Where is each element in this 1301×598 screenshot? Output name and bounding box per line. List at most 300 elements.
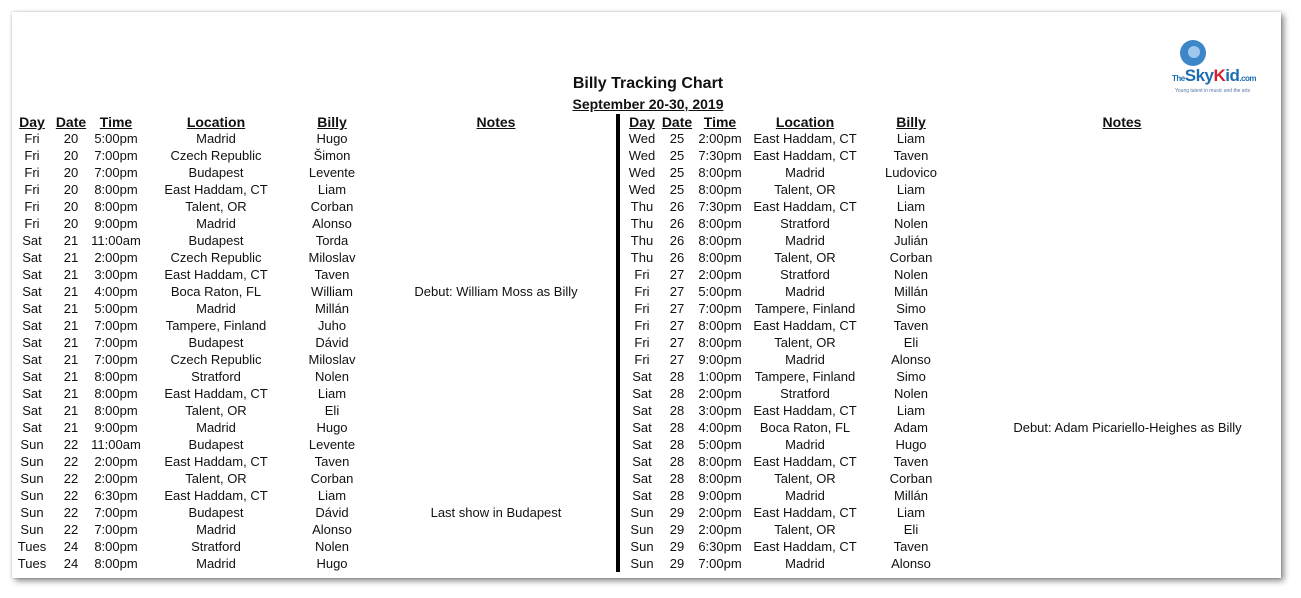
table-row xyxy=(0,368,615,385)
table-row xyxy=(620,436,1280,453)
cell-date: 20 xyxy=(63,182,79,197)
cell-day: Thu xyxy=(630,250,654,265)
cell-date: 27 xyxy=(669,267,685,282)
cell-location: East Haddam, CT xyxy=(753,199,857,214)
cell-time: 9:00pm xyxy=(94,420,138,435)
cell-date: 27 xyxy=(669,335,685,350)
cell-time: 7:00pm xyxy=(698,556,742,571)
cell-billy: Corban xyxy=(310,199,354,214)
cell-day: Sat xyxy=(632,403,652,418)
cell-location: Budapest xyxy=(188,233,244,248)
cell-location: Madrid xyxy=(196,420,236,435)
cell-location: Boca Raton, FL xyxy=(170,284,262,299)
cell-location: Budapest xyxy=(188,335,244,350)
logo-tagline: Young talent in music and the arts xyxy=(1175,88,1251,94)
cell-day: Sat xyxy=(22,403,42,418)
cell-date: 27 xyxy=(669,301,685,316)
cell-time: 8:00pm xyxy=(94,386,138,401)
cell-date: 27 xyxy=(669,352,685,367)
table-row xyxy=(620,147,1280,164)
cell-time: 8:00pm xyxy=(698,471,742,486)
cell-date: 29 xyxy=(669,556,685,571)
cell-time: 8:00pm xyxy=(94,182,138,197)
table-row xyxy=(0,215,615,232)
cell-date: 29 xyxy=(669,539,685,554)
cell-day: Fri xyxy=(634,318,650,333)
cell-billy: Šimon xyxy=(313,148,351,163)
table-row xyxy=(0,164,615,181)
cell-day: Sat xyxy=(632,471,652,486)
cell-day: Tues xyxy=(17,539,47,554)
cell-date: 28 xyxy=(669,369,685,384)
table-row xyxy=(620,283,1280,300)
table-row xyxy=(620,521,1280,538)
cell-time: 4:00pm xyxy=(94,284,138,299)
cell-time: 2:00pm xyxy=(698,505,742,520)
cell-location: Stratford xyxy=(780,386,830,401)
cell-time: 7:30pm xyxy=(698,148,742,163)
cell-billy: Corban xyxy=(889,250,933,265)
cell-billy: Dávid xyxy=(315,505,349,520)
table-row xyxy=(620,453,1280,470)
table-row xyxy=(0,521,615,538)
cell-day: Fri xyxy=(24,216,40,231)
cell-date: 21 xyxy=(63,335,79,350)
cell-time: 8:00pm xyxy=(94,556,138,571)
cell-day: Sat xyxy=(632,386,652,401)
cell-time: 2:00pm xyxy=(698,131,742,146)
cell-date: 26 xyxy=(669,233,685,248)
cell-location: Madrid xyxy=(785,556,825,571)
table-row xyxy=(620,164,1280,181)
cell-day: Sat xyxy=(632,488,652,503)
cell-date: 26 xyxy=(669,199,685,214)
cell-billy: Millán xyxy=(894,488,928,503)
cell-billy: Juho xyxy=(317,318,347,333)
cell-billy: Dávid xyxy=(315,335,349,350)
cell-time: 7:00pm xyxy=(94,335,138,350)
cell-time: 1:00pm xyxy=(698,369,742,384)
cell-date: 28 xyxy=(669,454,685,469)
cell-date: 28 xyxy=(669,488,685,503)
cell-billy: Simo xyxy=(896,369,926,384)
cell-date: 28 xyxy=(669,471,685,486)
header-location-right: Location xyxy=(775,114,835,130)
table-row xyxy=(620,538,1280,555)
logo-figure-icon xyxy=(1188,46,1200,58)
table-row xyxy=(0,402,615,419)
cell-date: 21 xyxy=(63,233,79,248)
cell-day: Sat xyxy=(632,369,652,384)
cell-location: East Haddam, CT xyxy=(753,131,857,146)
cell-billy: Miloslav xyxy=(308,250,356,265)
cell-billy: Taven xyxy=(893,539,929,554)
cell-date: 21 xyxy=(63,267,79,282)
cell-day: Sat xyxy=(22,267,42,282)
cell-billy: Hugo xyxy=(895,437,927,452)
cell-location: Budapest xyxy=(188,505,244,520)
table-row xyxy=(0,283,615,300)
table-row xyxy=(0,419,615,436)
cell-date: 22 xyxy=(63,488,79,503)
cell-billy: Liam xyxy=(896,182,926,197)
cell-date: 25 xyxy=(669,182,685,197)
cell-billy: Taven xyxy=(314,267,350,282)
cell-day: Sun xyxy=(20,505,44,520)
cell-day: Fri xyxy=(634,335,650,350)
cell-billy: Hugo xyxy=(316,420,348,435)
header-notes-right: Notes xyxy=(1102,114,1142,130)
table-row xyxy=(0,487,615,504)
header-time-left: Time xyxy=(99,114,133,130)
cell-billy: Taven xyxy=(893,454,929,469)
cell-time: 8:00pm xyxy=(698,233,742,248)
cell-billy: Adam xyxy=(894,420,928,435)
cell-location: Czech Republic xyxy=(170,250,262,265)
cell-location: Madrid xyxy=(785,488,825,503)
cell-location: Madrid xyxy=(785,437,825,452)
cell-billy: Taven xyxy=(893,148,929,163)
cell-billy: Nolen xyxy=(315,369,349,384)
cell-time: 8:00pm xyxy=(698,250,742,265)
cell-location: Madrid xyxy=(785,352,825,367)
cell-day: Sat xyxy=(22,386,42,401)
cell-location: Tampere, Finland xyxy=(754,369,856,384)
cell-day: Sat xyxy=(22,318,42,333)
cell-billy: Levente xyxy=(308,437,356,452)
cell-date: 21 xyxy=(63,403,79,418)
table-row xyxy=(0,130,615,147)
cell-day: Fri xyxy=(634,267,650,282)
cell-billy: Corban xyxy=(310,471,354,486)
cell-billy: Liam xyxy=(317,182,347,197)
cell-day: Thu xyxy=(630,199,654,214)
cell-billy: Liam xyxy=(317,386,347,401)
cell-day: Sun xyxy=(630,505,654,520)
cell-date: 28 xyxy=(669,420,685,435)
table-row xyxy=(0,555,615,572)
cell-date: 20 xyxy=(63,148,79,163)
table-row xyxy=(620,232,1280,249)
table-row xyxy=(0,470,615,487)
cell-location: East Haddam, CT xyxy=(753,148,857,163)
cell-date: 27 xyxy=(669,284,685,299)
cell-note: Debut: William Moss as Billy xyxy=(414,284,578,299)
cell-location: Talent, OR xyxy=(774,335,836,350)
table-row xyxy=(620,334,1280,351)
header-date-right: Date xyxy=(661,114,693,130)
cell-day: Sat xyxy=(22,250,42,265)
table-row xyxy=(0,351,615,368)
cell-date: 24 xyxy=(63,556,79,571)
cell-billy: Ludovico xyxy=(884,165,938,180)
table-row xyxy=(0,181,615,198)
table-row xyxy=(0,504,615,521)
cell-date: 24 xyxy=(63,539,79,554)
left-schedule xyxy=(0,130,615,572)
table-row xyxy=(620,487,1280,504)
cell-time: 2:00pm xyxy=(94,454,138,469)
cell-date: 25 xyxy=(669,148,685,163)
cell-time: 6:30pm xyxy=(698,539,742,554)
cell-location: Madrid xyxy=(196,216,236,231)
cell-date: 28 xyxy=(669,437,685,452)
cell-time: 2:00pm xyxy=(94,471,138,486)
cell-day: Fri xyxy=(24,182,40,197)
table-row xyxy=(0,300,615,317)
cell-date: 22 xyxy=(63,454,79,469)
skykid-logo xyxy=(1166,38,1272,100)
cell-day: Fri xyxy=(24,199,40,214)
cell-location: East Haddam, CT xyxy=(753,403,857,418)
cell-location: Madrid xyxy=(785,233,825,248)
cell-date: 29 xyxy=(669,522,685,537)
cell-note: Debut: Adam Picariello-Heighes as Billy xyxy=(1013,420,1242,435)
cell-location: Tampere, Finland xyxy=(754,301,856,316)
cell-day: Fri xyxy=(24,165,40,180)
cell-location: East Haddam, CT xyxy=(753,318,857,333)
cell-location: Talent, OR xyxy=(185,471,247,486)
cell-billy: Taven xyxy=(893,318,929,333)
cell-date: 28 xyxy=(669,403,685,418)
cell-date: 21 xyxy=(63,250,79,265)
cell-time: 4:00pm xyxy=(698,420,742,435)
cell-location: Budapest xyxy=(188,437,244,452)
cell-location: Talent, OR xyxy=(774,522,836,537)
cell-time: 2:00pm xyxy=(698,522,742,537)
cell-date: 21 xyxy=(63,420,79,435)
cell-time: 2:00pm xyxy=(698,386,742,401)
table-row xyxy=(620,385,1280,402)
table-row xyxy=(620,470,1280,487)
header-day-right: Day xyxy=(629,114,655,130)
cell-location: Stratford xyxy=(191,539,241,554)
cell-time: 7:00pm xyxy=(94,522,138,537)
cell-billy: Miloslav xyxy=(308,352,356,367)
cell-billy: Liam xyxy=(896,131,926,146)
cell-date: 26 xyxy=(669,250,685,265)
cell-time: 5:00pm xyxy=(94,131,138,146)
cell-location: Stratford xyxy=(780,267,830,282)
cell-billy: Hugo xyxy=(316,556,348,571)
cell-billy: Alonso xyxy=(312,522,352,537)
cell-date: 22 xyxy=(63,437,79,452)
table-row xyxy=(620,402,1280,419)
cell-date: 21 xyxy=(63,318,79,333)
table-row xyxy=(0,249,615,266)
cell-location: Czech Republic xyxy=(170,148,262,163)
cell-billy: Nolen xyxy=(894,267,928,282)
cell-location: Talent, OR xyxy=(774,250,836,265)
table-row xyxy=(0,453,615,470)
chart-title: Billy Tracking Chart xyxy=(572,75,724,92)
cell-time: 8:00pm xyxy=(94,369,138,384)
cell-day: Fri xyxy=(634,352,650,367)
cell-date: 21 xyxy=(63,386,79,401)
cell-date: 22 xyxy=(63,522,79,537)
cell-billy: Nolen xyxy=(894,386,928,401)
cell-time: 7:00pm xyxy=(94,318,138,333)
cell-day: Sun xyxy=(630,539,654,554)
cell-location: Boca Raton, FL xyxy=(759,420,851,435)
cell-date: 21 xyxy=(63,369,79,384)
cell-day: Wed xyxy=(628,182,656,197)
cell-time: 7:00pm xyxy=(94,165,138,180)
cell-time: 11:00am xyxy=(91,233,141,248)
table-row xyxy=(620,300,1280,317)
cell-day: Wed xyxy=(628,165,656,180)
cell-location: East Haddam, CT xyxy=(753,539,857,554)
table-row xyxy=(0,198,615,215)
cell-date: 20 xyxy=(63,199,79,214)
cell-day: Sun xyxy=(20,454,44,469)
cell-billy: Eli xyxy=(903,522,919,537)
cell-date: 26 xyxy=(669,216,685,231)
table-row xyxy=(620,249,1280,266)
cell-location: Talent, OR xyxy=(185,403,247,418)
table-row xyxy=(620,504,1280,521)
table-row xyxy=(0,232,615,249)
cell-location: East Haddam, CT xyxy=(164,267,268,282)
table-row xyxy=(620,351,1280,368)
cell-day: Thu xyxy=(630,216,654,231)
cell-billy: Millán xyxy=(315,301,349,316)
table-row xyxy=(0,538,615,555)
cell-time: 8:00pm xyxy=(698,216,742,231)
cell-location: East Haddam, CT xyxy=(164,488,268,503)
cell-billy: Liam xyxy=(896,505,926,520)
cell-date: 27 xyxy=(669,318,685,333)
table-row xyxy=(620,368,1280,385)
header-billy-left: Billy xyxy=(317,114,347,130)
cell-location: Madrid xyxy=(196,556,236,571)
table-row xyxy=(0,147,615,164)
cell-day: Sat xyxy=(22,233,42,248)
cell-date: 22 xyxy=(63,505,79,520)
cell-date: 25 xyxy=(669,165,685,180)
header-day-left: Day xyxy=(19,114,45,130)
cell-day: Sat xyxy=(22,301,42,316)
cell-billy: Liam xyxy=(317,488,347,503)
cell-day: Sat xyxy=(632,437,652,452)
table-row xyxy=(620,555,1280,572)
cell-location: East Haddam, CT xyxy=(164,386,268,401)
cell-day: Sat xyxy=(22,352,42,367)
cell-time: 6:30pm xyxy=(94,488,138,503)
cell-time: 8:00pm xyxy=(698,335,742,350)
cell-billy: Levente xyxy=(308,165,356,180)
cell-date: 21 xyxy=(63,352,79,367)
cell-date: 25 xyxy=(669,131,685,146)
cell-date: 21 xyxy=(63,301,79,316)
cell-time: 8:00pm xyxy=(698,318,742,333)
cell-billy: Hugo xyxy=(316,131,348,146)
cell-billy: Alonso xyxy=(312,216,352,231)
cell-note: Last show in Budapest xyxy=(430,505,562,520)
cell-location: Talent, OR xyxy=(774,182,836,197)
cell-date: 21 xyxy=(63,284,79,299)
cell-date: 20 xyxy=(63,165,79,180)
table-row xyxy=(0,266,615,283)
cell-time: 11:00am xyxy=(91,437,141,452)
cell-location: Tampere, Finland xyxy=(165,318,267,333)
cell-day: Fri xyxy=(634,301,650,316)
table-row xyxy=(0,385,615,402)
table-row xyxy=(0,334,615,351)
cell-day: Sat xyxy=(22,284,42,299)
header-notes-left: Notes xyxy=(476,114,516,130)
table-row xyxy=(620,130,1280,147)
cell-day: Fri xyxy=(24,148,40,163)
cell-day: Wed xyxy=(628,148,656,163)
cell-billy: Julián xyxy=(894,233,928,248)
cell-time: 8:00pm xyxy=(94,539,138,554)
right-schedule xyxy=(620,130,1280,572)
table-row xyxy=(620,198,1280,215)
header-billy-right: Billy xyxy=(896,114,926,130)
cell-billy: Eli xyxy=(903,335,919,350)
cell-time: 7:00pm xyxy=(94,148,138,163)
cell-day: Thu xyxy=(630,233,654,248)
cell-time: 7:00pm xyxy=(698,301,742,316)
cell-time: 2:00pm xyxy=(94,250,138,265)
cell-billy: Liam xyxy=(896,199,926,214)
cell-billy: Nolen xyxy=(315,539,349,554)
cell-time: 8:00pm xyxy=(94,403,138,418)
cell-location: Madrid xyxy=(785,284,825,299)
cell-location: Madrid xyxy=(196,301,236,316)
cell-date: 28 xyxy=(669,386,685,401)
logo-wordmark: TheSkyKid.com xyxy=(1172,66,1257,85)
chart-subtitle: September 20-30, 2019 xyxy=(572,96,724,112)
cell-location: East Haddam, CT xyxy=(753,505,857,520)
table-row xyxy=(620,266,1280,283)
cell-time: 2:00pm xyxy=(698,267,742,282)
table-row xyxy=(0,436,615,453)
cell-time: 7:00pm xyxy=(94,505,138,520)
cell-time: 8:00pm xyxy=(698,454,742,469)
cell-day: Fri xyxy=(634,284,650,299)
cell-day: Wed xyxy=(628,131,656,146)
cell-day: Sat xyxy=(632,454,652,469)
cell-billy: Alonso xyxy=(891,352,931,367)
header-date-left: Date xyxy=(55,114,87,130)
cell-billy: Millán xyxy=(894,284,928,299)
cell-day: Sun xyxy=(20,488,44,503)
cell-day: Tues xyxy=(17,556,47,571)
table-row xyxy=(620,181,1280,198)
cell-billy: Alonso xyxy=(891,556,931,571)
cell-billy: Corban xyxy=(889,471,933,486)
cell-billy: Simo xyxy=(896,301,926,316)
cell-location: Stratford xyxy=(191,369,241,384)
cell-billy: Taven xyxy=(314,454,350,469)
cell-time: 8:00pm xyxy=(698,165,742,180)
cell-location: Madrid xyxy=(785,165,825,180)
cell-day: Sat xyxy=(22,369,42,384)
cell-location: East Haddam, CT xyxy=(753,454,857,469)
cell-time: 5:00pm xyxy=(698,284,742,299)
cell-time: 5:00pm xyxy=(94,301,138,316)
cell-day: Sun xyxy=(20,437,44,452)
cell-date: 22 xyxy=(63,471,79,486)
cell-location: Madrid xyxy=(196,522,236,537)
cell-location: Madrid xyxy=(196,131,236,146)
cell-time: 9:00pm xyxy=(698,352,742,367)
cell-time: 8:00pm xyxy=(698,182,742,197)
header-time-right: Time xyxy=(703,114,737,130)
cell-location: Czech Republic xyxy=(170,352,262,367)
